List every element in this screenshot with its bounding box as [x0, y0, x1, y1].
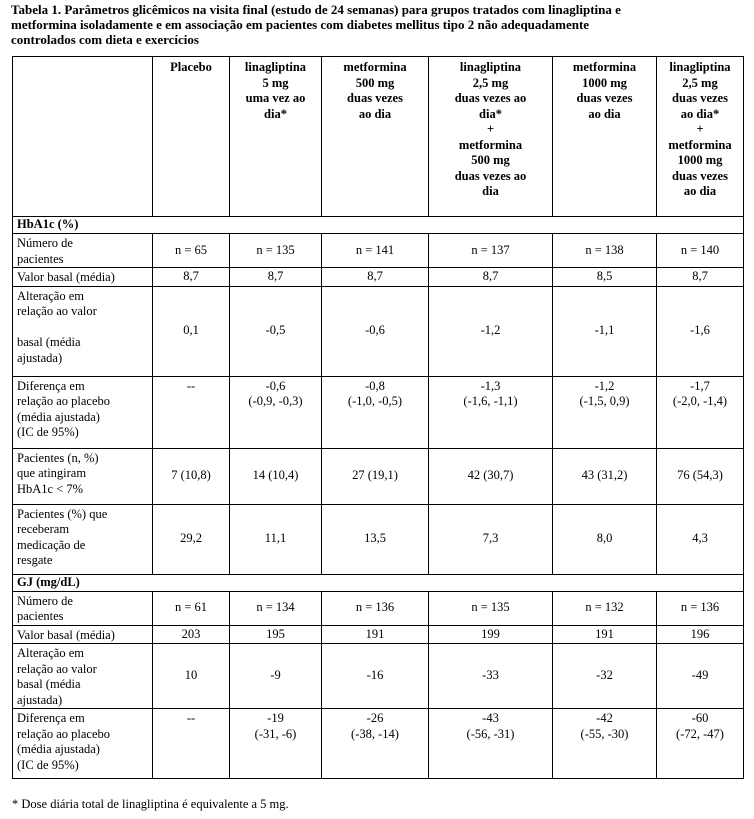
cell-line: metformina — [572, 60, 637, 74]
cell-line: resgate — [17, 553, 53, 567]
cell-line: (-1,5, 0,9) — [579, 394, 630, 408]
value-cell — [153, 504, 230, 574]
cell-line: HbA1c < 7% — [17, 481, 84, 496]
cell-line: -1,2 — [594, 378, 615, 393]
cell-line: duas vezes — [672, 91, 728, 105]
caption-line: metformina isoladamente e em associação em pacientes com diabetes mellitus tipo 2 não adequadamente — [11, 17, 590, 32]
cell-line: (-0,9, -0,3) — [248, 394, 303, 408]
value-cell — [657, 591, 744, 625]
cell-line: 2,5 mg — [472, 75, 509, 90]
cell-line: 500 mg — [471, 153, 510, 167]
cell-line: Alteração em — [17, 288, 84, 303]
cell-line: -60 — [691, 711, 709, 725]
cell-line: 10 — [184, 668, 198, 683]
cell-line: (-38, -14) — [351, 726, 399, 741]
cell-line: -0,6 — [265, 378, 286, 393]
table-row — [13, 376, 744, 448]
value-cell — [657, 234, 744, 268]
row-label — [13, 709, 153, 779]
cell-line: Número de — [17, 593, 73, 608]
cell-line: Número de — [17, 236, 73, 250]
table-row — [13, 644, 744, 709]
value-cell — [230, 286, 322, 376]
cell-line: ajustada) — [17, 692, 63, 707]
cell-line: ao dia — [588, 106, 621, 121]
row-label — [13, 504, 153, 574]
value-cell — [657, 709, 744, 779]
cell-line: ao dia* — [680, 106, 720, 121]
column-header — [322, 57, 429, 217]
table-row — [13, 504, 744, 574]
header-row — [13, 57, 744, 217]
cell-line: 7,3 — [482, 531, 499, 546]
cell-line: metformina — [458, 137, 523, 152]
value-cell — [153, 448, 230, 504]
value-cell — [553, 591, 657, 625]
table-row — [13, 448, 744, 504]
cell-line: linagliptina — [244, 60, 307, 74]
cell-line: -0,5 — [265, 323, 286, 338]
value-cell — [322, 234, 429, 268]
cell-line: que atingiram — [17, 466, 87, 480]
cell-line: Valor basal (média) — [17, 627, 115, 642]
cell-line: n = 138 — [585, 242, 624, 257]
cell-line: 29,2 — [180, 531, 202, 546]
column-header — [429, 57, 553, 217]
cell-line: (-72, -47) — [676, 726, 724, 741]
cell-line: -- — [186, 378, 196, 393]
footnote: * Dose diária total de linagliptina é equivalente a 5 mg. — [12, 797, 289, 811]
cell-line: -0,6 — [365, 323, 385, 338]
value-cell — [429, 268, 553, 287]
cell-line: 8,7 — [482, 269, 499, 283]
cell-line: -1,1 — [594, 323, 615, 338]
cell-line: dia — [482, 184, 499, 198]
value-cell — [153, 286, 230, 376]
cell-line: 203 — [181, 626, 201, 641]
cell-line: -49 — [691, 668, 709, 683]
value-cell — [429, 644, 553, 709]
cell-line: -26 — [366, 711, 384, 725]
table-row — [13, 234, 744, 268]
value-cell — [322, 504, 429, 574]
header-corner — [13, 57, 153, 217]
value-cell — [322, 448, 429, 504]
cell-line: ao dia — [683, 184, 717, 198]
cell-line: 2,5 mg — [682, 75, 718, 90]
cell-line: duas vezes ao — [454, 91, 527, 105]
table-row — [13, 268, 744, 287]
column-header — [657, 57, 744, 217]
cell-line: n = 134 — [256, 600, 295, 615]
cell-line: duas vezes — [672, 168, 728, 183]
row-label — [13, 234, 153, 268]
value-cell — [230, 376, 322, 448]
value-cell — [322, 268, 429, 287]
cell-line: n = 135 — [256, 242, 295, 257]
cell-line: relação ao placebo — [17, 726, 110, 741]
cell-line: 1000 mg — [677, 153, 723, 167]
value-cell — [322, 376, 429, 448]
cell-line: Alteração em — [17, 646, 84, 660]
cell-line: 8,0 — [596, 531, 613, 546]
row-label — [13, 268, 153, 287]
cell-line: 43 (31,2) — [581, 468, 628, 483]
value-cell — [657, 268, 744, 287]
cell-line: metformina — [343, 60, 407, 74]
value-cell — [230, 504, 322, 574]
cell-line: ajustada) — [17, 350, 63, 365]
column-header — [553, 57, 657, 217]
cell-line: n = 140 — [680, 242, 720, 257]
cell-line: -1,7 — [690, 378, 710, 393]
cell-line: Diferença em — [17, 711, 85, 725]
cell-line: relação ao valor — [17, 304, 97, 318]
value-cell — [657, 286, 744, 376]
cell-line: (média ajustada) — [17, 409, 100, 424]
cell-line: duas vezes — [347, 91, 403, 105]
cell-line: 191 — [365, 626, 385, 641]
cell-line: -19 — [267, 711, 284, 725]
row-label — [13, 286, 153, 376]
value-cell — [553, 376, 657, 448]
cell-line: n = 136 — [355, 600, 395, 615]
cell-line: relação ao placebo — [17, 394, 110, 408]
value-cell — [429, 709, 553, 779]
cell-line: duas vezes ao — [454, 168, 527, 183]
cell-line: (-55, -30) — [580, 726, 629, 741]
cell-line: + — [486, 122, 495, 136]
cell-line: -43 — [482, 711, 499, 725]
row-label — [13, 448, 153, 504]
cell-line: (IC de 95%) — [17, 757, 79, 772]
cell-line: -9 — [270, 668, 281, 683]
cell-line: n = 141 — [355, 242, 395, 257]
cell-line: Placebo — [170, 60, 212, 74]
column-header — [153, 57, 230, 217]
table-row — [13, 591, 744, 625]
cell-line: 76 (54,3) — [677, 468, 723, 483]
cell-line: n = 136 — [680, 600, 720, 615]
value-cell — [657, 625, 744, 644]
cell-line: 8,7 — [692, 269, 708, 283]
cell-line — [17, 320, 148, 336]
value-cell — [553, 709, 657, 779]
caption-line: Tabela 1. Parâmetros glicêmicos na visita final (estudo de 24 semanas) para grupos tratados com linagliptina e — [11, 2, 621, 17]
cell-line: 7 (10,8) — [171, 468, 211, 483]
value-cell — [230, 448, 322, 504]
value-cell — [230, 625, 322, 644]
cell-line: 0,1 — [183, 323, 199, 338]
value-cell — [429, 234, 553, 268]
value-cell — [153, 376, 230, 448]
value-cell — [322, 625, 429, 644]
value-cell — [553, 504, 657, 574]
cell-line: -33 — [482, 668, 499, 683]
cell-line: (-1,0, -0,5) — [347, 394, 403, 408]
table-row — [13, 625, 744, 644]
cell-line: Pacientes (%) que — [17, 506, 108, 521]
cell-line: basal (média — [17, 335, 81, 349]
value-cell — [230, 709, 322, 779]
cell-line: pacientes — [17, 609, 64, 623]
cell-line: (-1,6, -1,1) — [463, 394, 518, 408]
cell-line: 8,7 — [267, 269, 284, 283]
value-cell — [553, 268, 657, 287]
cell-line: n = 137 — [471, 242, 510, 257]
cell-line: uma vez ao — [245, 91, 306, 105]
caption-line: controlados com dieta e exercícios — [11, 32, 199, 47]
cell-line: 1000 mg — [582, 75, 627, 90]
cell-line: 13,5 — [364, 531, 386, 546]
cell-line: medicação de — [17, 537, 86, 552]
cell-line: dia* — [479, 106, 502, 121]
cell-line: -32 — [596, 668, 613, 683]
cell-line: n = 65 — [174, 242, 208, 257]
cell-line: n = 61 — [174, 600, 208, 615]
cell-line: -1,2 — [480, 323, 501, 338]
cell-line: (-2,0, -1,4) — [672, 394, 728, 408]
cell-line: 195 — [266, 626, 285, 641]
value-cell — [153, 644, 230, 709]
value-cell — [153, 591, 230, 625]
value-cell — [429, 625, 553, 644]
cell-line: -1,6 — [690, 323, 710, 338]
cell-line: -1,3 — [480, 378, 501, 393]
value-cell — [322, 591, 429, 625]
cell-line: 199 — [481, 626, 500, 641]
row-label — [13, 644, 153, 709]
value-cell — [429, 504, 553, 574]
value-cell — [657, 504, 744, 574]
value-cell — [553, 644, 657, 709]
value-cell — [657, 644, 744, 709]
section-header-row — [13, 574, 744, 591]
cell-line: pacientes — [17, 251, 64, 266]
cell-line: -16 — [366, 668, 384, 683]
cell-line: 11,1 — [264, 531, 287, 546]
value-cell — [553, 625, 657, 644]
cell-line — [16, 60, 149, 76]
value-cell — [230, 234, 322, 268]
value-cell — [429, 591, 553, 625]
cell-line: 14 (10,4) — [252, 468, 299, 483]
cell-line: dia* — [264, 106, 287, 121]
cell-line: Diferença em — [17, 378, 85, 393]
cell-line: n = 135 — [471, 600, 510, 615]
cell-line: 196 — [690, 626, 710, 641]
cell-line: (-56, -31) — [466, 726, 515, 741]
cell-line: Pacientes (n, %) — [17, 450, 99, 465]
column-header — [230, 57, 322, 217]
glycemic-parameters-table — [12, 56, 744, 779]
table-row — [13, 286, 744, 376]
row-label — [13, 376, 153, 448]
cell-line: -42 — [596, 711, 613, 725]
value-cell — [553, 234, 657, 268]
table-caption — [11, 2, 747, 47]
value-cell — [322, 644, 429, 709]
cell-line: + — [696, 122, 704, 136]
value-cell — [322, 286, 429, 376]
cell-line: (média ajustada) — [17, 742, 100, 756]
cell-line: 8,7 — [183, 269, 199, 283]
value-cell — [657, 376, 744, 448]
cell-line: 191 — [595, 626, 614, 641]
section-header-row — [13, 217, 744, 234]
value-cell — [429, 286, 553, 376]
value-cell — [153, 234, 230, 268]
value-cell — [553, 286, 657, 376]
cell-line: 8,5 — [596, 269, 613, 283]
value-cell — [153, 625, 230, 644]
cell-line: -- — [186, 711, 196, 725]
cell-line: receberam — [17, 522, 70, 536]
value-cell — [553, 448, 657, 504]
value-cell — [657, 448, 744, 504]
value-cell — [230, 644, 322, 709]
cell-line: ao dia — [358, 106, 392, 121]
cell-line: duas vezes — [576, 91, 633, 105]
cell-line: (IC de 95%) — [17, 425, 79, 439]
cell-line: 4,3 — [692, 531, 708, 546]
cell-line: 500 mg — [355, 75, 395, 90]
value-cell — [153, 268, 230, 287]
value-cell — [230, 591, 322, 625]
cell-line: basal (média — [17, 677, 81, 691]
cell-line: Valor basal (média) — [17, 270, 115, 284]
row-label — [13, 591, 153, 625]
section-title: GJ (mg/dL) — [13, 574, 744, 591]
cell-line: 5 mg — [262, 75, 289, 90]
cell-line: n = 132 — [585, 600, 624, 615]
cell-line: -0,8 — [365, 378, 385, 393]
cell-line: 42 (30,7) — [467, 468, 514, 483]
value-cell — [429, 448, 553, 504]
value-cell — [429, 376, 553, 448]
cell-line: (-31, -6) — [254, 726, 297, 741]
row-label — [13, 625, 153, 644]
cell-line: linagliptina — [459, 60, 522, 74]
section-title: HbA1c (%) — [13, 217, 744, 234]
value-cell — [153, 709, 230, 779]
value-cell — [230, 268, 322, 287]
cell-line: 8,7 — [367, 269, 383, 283]
cell-line: 27 (19,1) — [352, 468, 398, 483]
value-cell — [322, 709, 429, 779]
table-row — [13, 709, 744, 779]
cell-line: relação ao valor — [17, 661, 97, 676]
cell-line: metformina — [668, 137, 732, 152]
cell-line: linagliptina — [669, 60, 731, 74]
